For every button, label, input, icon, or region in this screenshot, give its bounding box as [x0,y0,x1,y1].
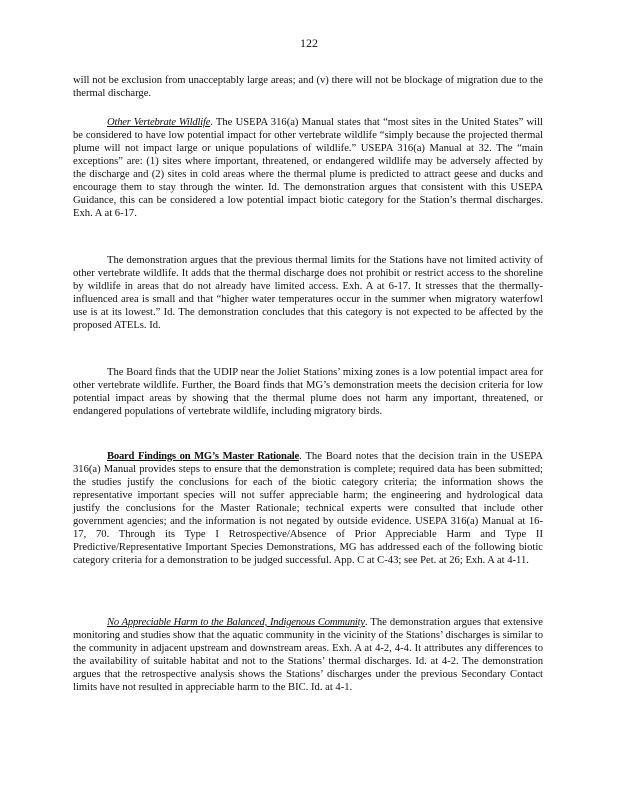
paragraph-4-text: The Board finds that the UDIP near the Joliet Stations’ mixing zones is a low potential impact area for other vertebrate wildlife. Further, the Board finds that MG’s demonstration meets the decision criteria for low potential impact areas by showing that the thermal plume does not harm any important, threatened, or endangered populations of vertebrate wildlife, including migratory birds. [73,367,543,417]
paragraph-5-text: The Board notes that the decision train in the USEPA 316(a) Manual provides steps to ensure that the demonstration is complete; required data has been submitted; the studies justify the conclusions for each of the biotic category criteria; the information shows the representative important species will not suffer appreciable harm; the engineering and hydrological data justify the conclusions for the Master Rationale; technical experts were consulted that include other government agencies; and the information is not negated by outside evidence. USEPA 316(a) Manual at 16-17, 70. Through its Type I Retrospective/Absence of Prior Appreciable Harm and Type II Predictive/Representative Important Species Demonstrations, MG has addressed each of the following biotic category criteria for a demonstration to be judged successful. App. C at C-43; see Pet. at 26; Exh. A at 4-11. [73,451,543,566]
page-number: 122 [300,36,318,50]
paragraph-1-text: will not be exclusion from unacceptably large areas; and (v) there will not be blockage of migration due to the thermal discharge. [73,75,543,99]
paragraph-6-text: The demonstration argues that extensive monitoring and studies show that the aquatic community in the vicinity of the Stations’ discharges is similar to the community in adjacent upstream and downstream areas. Exh. A at 4-2, 4-4. It attributes any differences to the availability of suitable habitat and not to the Stations’ thermal discharges. Id. at 4-2. The demonstration argues that the retrospective analysis shows the Stations’ discharges under the previous Secondary Contact limits have not resulted in appreciable harm to the BIC. Id. at 4-1. [73,617,543,693]
heading-other-vertebrate-wildlife: Other Vertebrate Wildlife [107,117,211,128]
heading-board-findings: Board Findings on MG’s Master Rationale [107,451,300,462]
paragraph-1 [73,74,543,100]
paragraph-3-text: The demonstration argues that the previous thermal limits for the Stations have not limited activity of other vertebrate wildlife. It adds that the thermal discharge does not prohibit or restrict access to the shoreline by wildlife in areas that do not already have limited access. Exh. A at 6-17. It stresses that the thermally-influenced area is small and that “higher water temperatures occur in the summer when migratory waterfowl use is at its lowest.” Id. The demonstration concludes that this category is not expected to be affected by the proposed ATELs. Id. [73,255,543,331]
paragraph-2-text: The USEPA 316(a) Manual states that “most sites in the United States” will be considered to have low potential impact for other vertebrate wildlife “simply because the projected thermal plume will not impact large or unique populations of wildlife.” USEPA 316(a) Manual at 32. The “main exceptions” are: (1) sites where important, threatened, or endangered wildlife may be adversely affected by the discharge and (2) sites in cold areas where the thermal plume is predicted to attract geese and ducks and encourage them to stay through the winter. Id. The demonstration argues that consistent with this USEPA Guidance, this can be considered a low potential impact biotic category for the Station’s thermal discharges. Exh. A at 6-17. [73,117,543,219]
paragraph-4 [73,366,543,418]
paragraph-3 [73,254,543,332]
paragraph-other-vertebrate-wildlife: Other Vertebrate Wildlife. The USEPA 316(a) Manual states that “most sites in the United States” will be considered to have low potential impact for other vertebrate wildlife “simply because the projected thermal plume will not impact large or unique populations of wildlife.” USEPA 316(a) Manual at 32. The “main exceptions” are: (1) sites where important, threatened, or endangered wildlife may be adversely affected by the discharge and (2) sites in cold areas where the thermal plume is predicted to attract geese and ducks and encourage them to stay through the winter. Id. The demonstration argues that consistent with this USEPA Guidance, this can be considered a low potential impact biotic category for the Station’s thermal discharges. Exh. A at 6-17. [73,117,543,219]
paragraph-board-findings: Board Findings on MG’s Master Rationale. The Board notes that the decision train in the USEPA 316(a) Manual provides steps to ensure that the demonstration is complete; required data has been submitted; the studies justify the conclusions for each of the biotic category criteria; the information shows the representative important species will not suffer appreciable harm; the engineering and hydrological data justify the conclusions for the Master Rationale; technical experts were consulted that include other government agencies; and the information is not negated by outside evidence. USEPA 316(a) Manual at 16-17, 70. Through its Type I Retrospective/Absence of Prior Appreciable Harm and Type II Predictive/Representative Important Species Demonstrations, MG has addressed each of the following biotic category criteria for a demonstration to be judged successful. App. C at C-43; see Pet. at 26; Exh. A at 4-11. [73,451,543,566]
heading-no-appreciable-harm: No Appreciable Harm to the Balanced, Indigenous Community [107,617,365,628]
paragraph-no-appreciable-harm: No Appreciable Harm to the Balanced, Indigenous Community. The demonstration argues that extensive monitoring and studies show that the aquatic community in the vicinity of the Stations’ discharges is similar to the community in adjacent upstream and downstream areas. Exh. A at 4-2, 4-4. It attributes any differences to the availability of suitable habitat and not to the Stations’ thermal discharges. Id. at 4-2. The demonstration argues that the retrospective analysis shows the Stations’ discharges under the previous Secondary Contact limits have not resulted in appreciable harm to the BIC. Id. at 4-1. [73,617,543,693]
